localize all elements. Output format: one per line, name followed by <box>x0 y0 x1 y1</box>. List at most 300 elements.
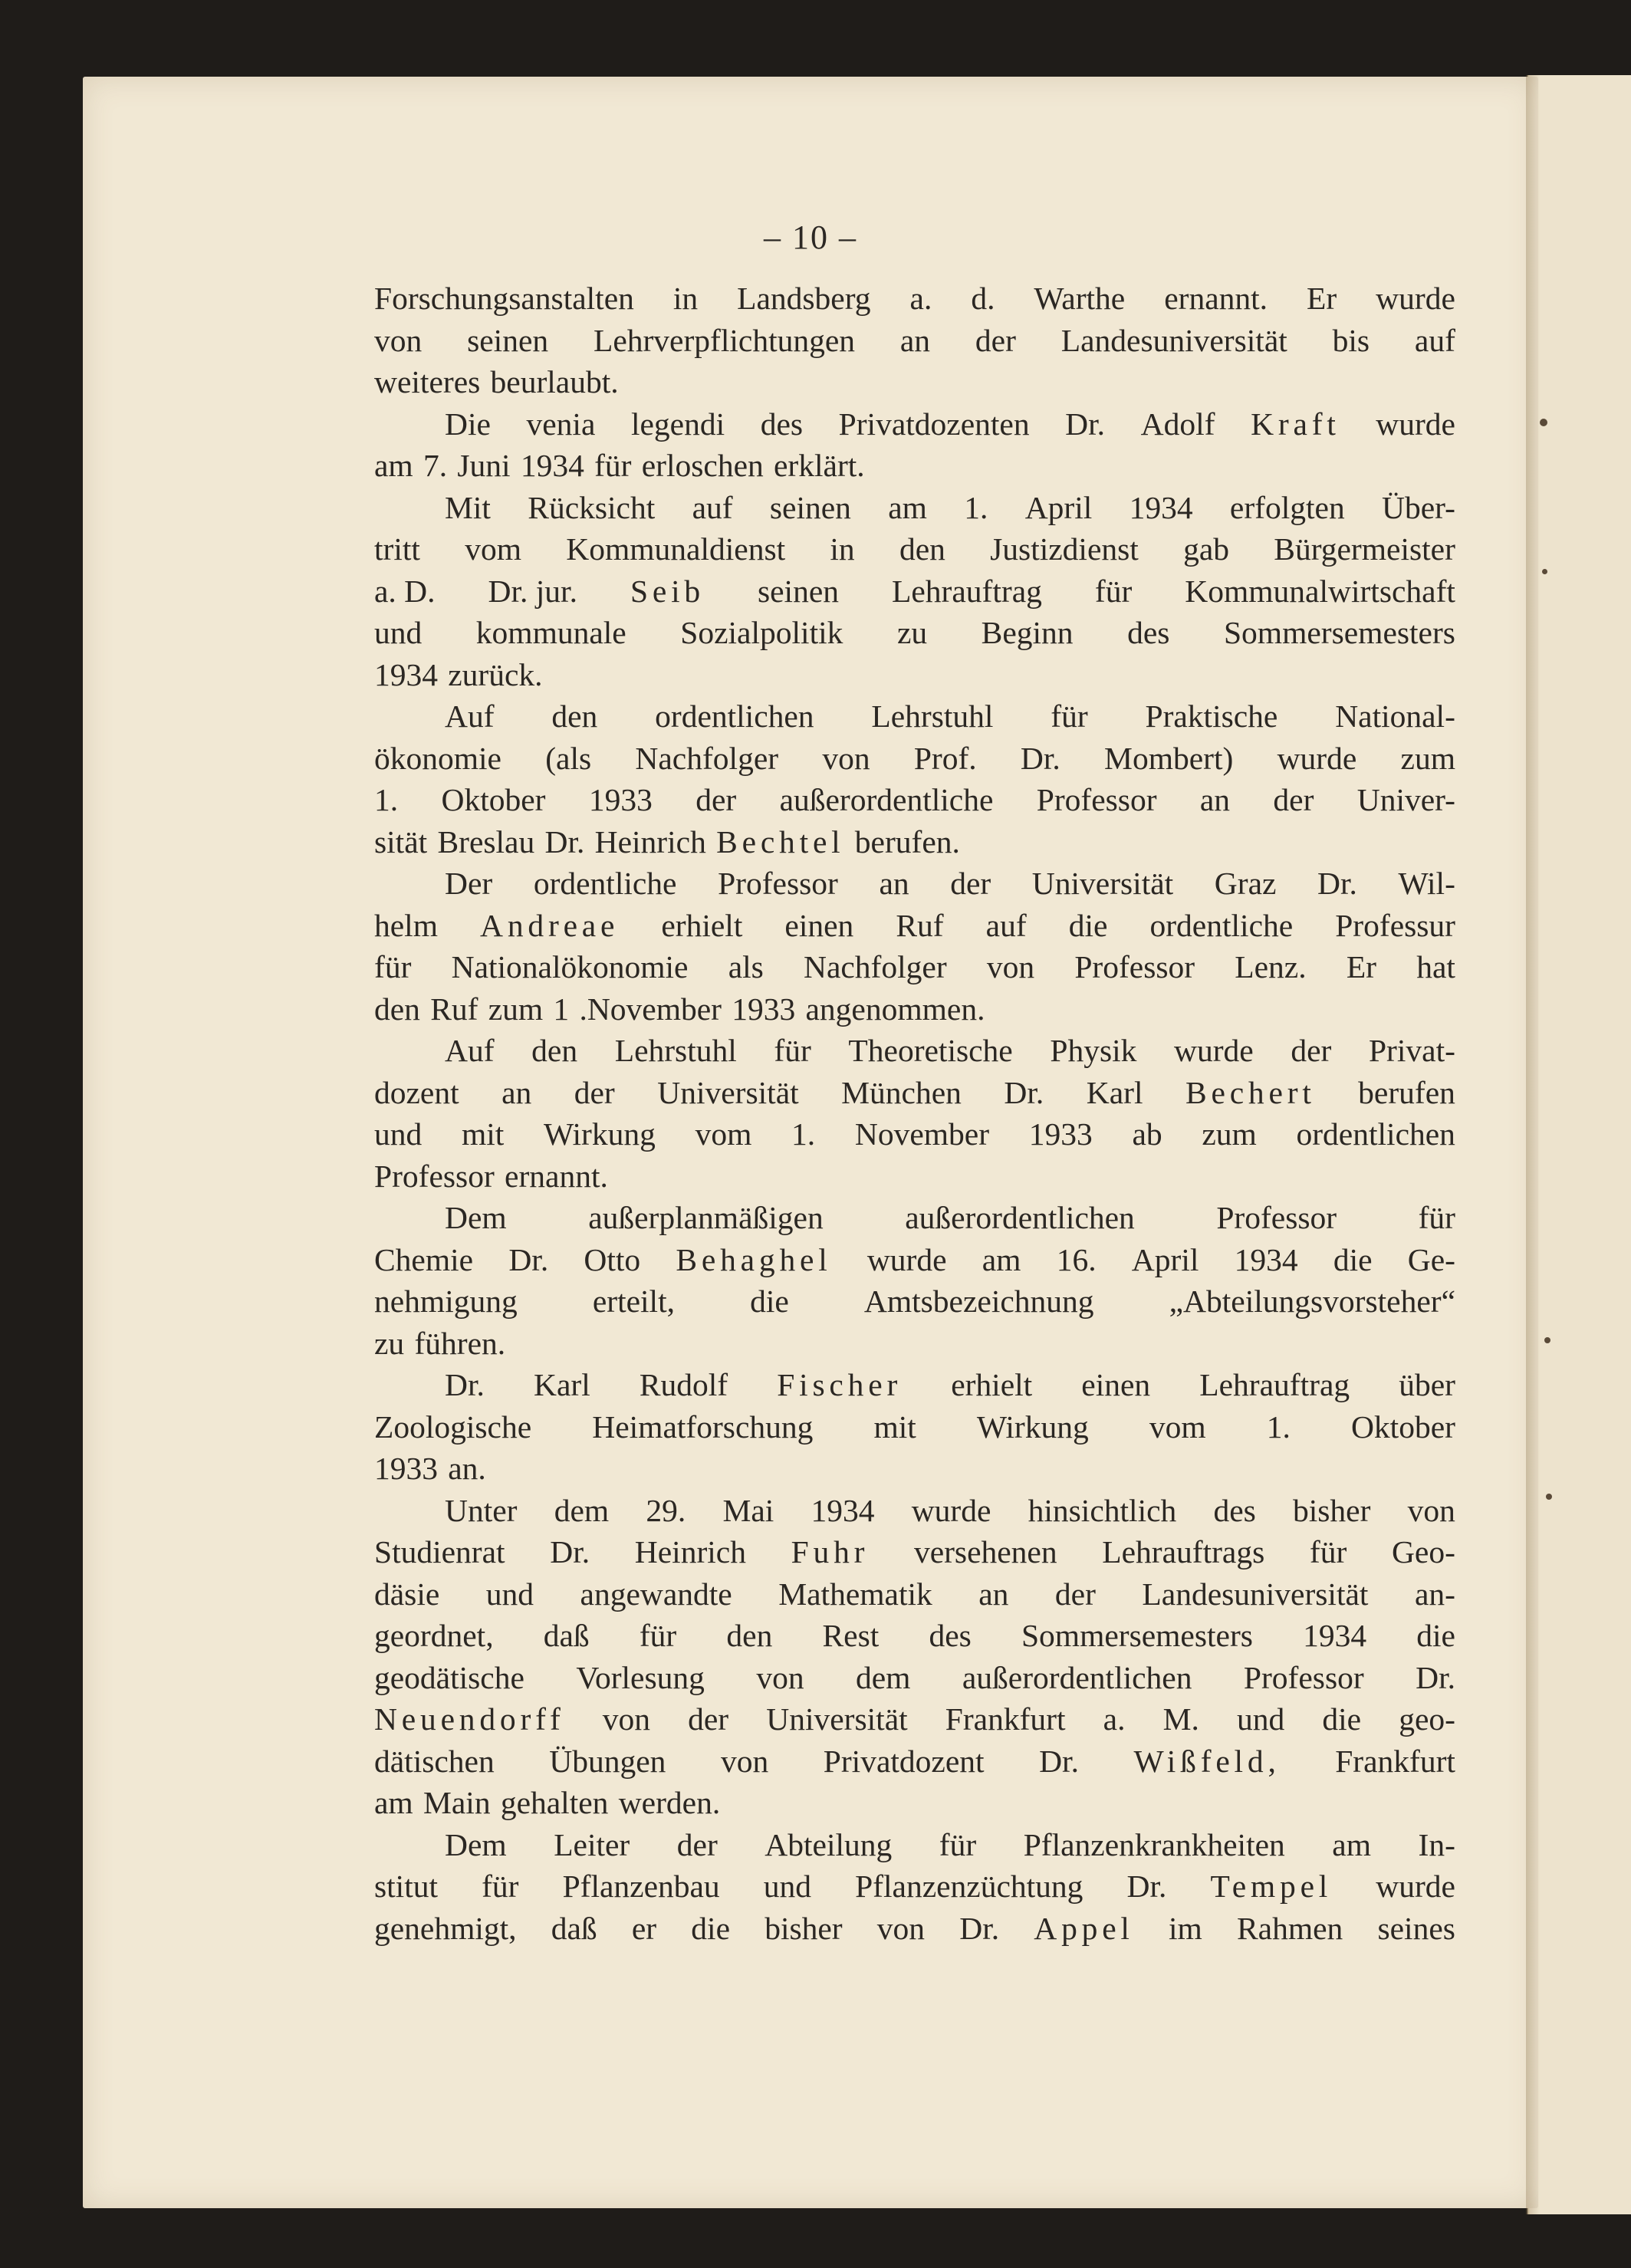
word: für <box>939 1826 977 1862</box>
word: dätischen <box>374 1743 495 1779</box>
word: die <box>1333 1241 1373 1277</box>
word: sität <box>374 823 428 860</box>
word: außerordentliche <box>779 782 994 817</box>
word: stitut <box>374 1869 439 1904</box>
word: Dem <box>445 1826 507 1862</box>
text-line <box>374 1280 1455 1323</box>
word: den <box>726 1618 773 1653</box>
word: mit <box>461 1116 505 1152</box>
word: 1934 <box>1234 1241 1298 1277</box>
word: am <box>374 1785 413 1820</box>
word: Lehrverpflichtungen <box>593 322 856 358</box>
word: in <box>830 531 855 567</box>
word: der <box>676 1826 718 1862</box>
word: In- <box>1418 1826 1455 1862</box>
word: ab <box>1132 1116 1162 1152</box>
word: der <box>950 866 991 901</box>
binding-mark <box>1542 569 1547 574</box>
word: helm <box>374 907 438 943</box>
word: 1934 <box>1129 489 1193 525</box>
text-line <box>374 612 1455 654</box>
text-line <box>374 654 1455 696</box>
word: kommunale <box>475 615 626 650</box>
text-line <box>374 528 1455 570</box>
text-line <box>374 863 1455 905</box>
word: wurde <box>1174 1033 1254 1068</box>
word: Wirkung <box>976 1408 1089 1445</box>
word: beurlaubt. <box>490 364 619 399</box>
word: mit <box>873 1408 916 1445</box>
spaced-name-word: Neuendorff <box>374 1701 565 1737</box>
word: geo- <box>1399 1701 1455 1737</box>
word: Praktische <box>1145 698 1278 734</box>
word: Karl <box>533 1367 590 1402</box>
text-line <box>374 361 1455 403</box>
word: der <box>1291 1033 1332 1068</box>
word: Universität <box>657 1074 799 1110</box>
text-line <box>374 1740 1455 1783</box>
word: versehenen <box>913 1534 1057 1570</box>
word: die <box>1416 1618 1455 1653</box>
binding-mark <box>1540 419 1547 426</box>
word: legendi <box>630 406 725 442</box>
word: Amtsbezeichnung <box>863 1284 1094 1319</box>
word: erhielt <box>951 1367 1033 1402</box>
word: vom <box>465 531 521 567</box>
word: Wirkung <box>544 1116 656 1152</box>
word: Auf <box>445 698 495 734</box>
text-line <box>374 695 1455 738</box>
word: an <box>978 1576 1009 1612</box>
word: Oktober <box>1350 1408 1455 1445</box>
word: 1. <box>964 489 988 525</box>
word: für <box>1309 1534 1347 1570</box>
word: 1934 <box>520 448 584 483</box>
word: Rahmen <box>1236 1910 1343 1946</box>
spaced-name-word: Behaghel <box>676 1241 832 1277</box>
word: einen <box>784 907 854 943</box>
word: von <box>374 322 423 358</box>
word: Professor <box>1243 1659 1364 1695</box>
word: genehmigt, <box>374 1910 517 1946</box>
word: wurde <box>1376 406 1455 442</box>
word: April <box>1024 489 1093 525</box>
word: bisher <box>765 1910 843 1946</box>
word: Lenz. <box>1235 949 1307 984</box>
text-line <box>374 988 1455 1030</box>
word: Professor <box>1216 1200 1337 1235</box>
spaced-name-word: Bechtel <box>716 823 845 860</box>
word: Mathematik <box>778 1576 932 1612</box>
word: angenommen. <box>805 991 985 1027</box>
word: Professor <box>718 866 838 901</box>
word: 29. <box>646 1492 686 1528</box>
word: für <box>1418 1200 1455 1235</box>
word: Main <box>423 1785 491 1820</box>
word: einen <box>1081 1367 1151 1402</box>
word: Rücksicht <box>528 489 656 525</box>
text-line <box>374 779 1455 821</box>
word: auf <box>985 907 1027 943</box>
word: 1 <box>553 991 570 1027</box>
spaced-name-word: Fuhr <box>791 1534 870 1570</box>
text-line <box>374 1657 1455 1699</box>
word: Heinrich <box>634 1534 746 1570</box>
word: Professor <box>1036 782 1157 817</box>
spaced-name-word: Fischer <box>777 1367 903 1402</box>
spaced-name-word: Wißfeld, <box>1133 1743 1281 1779</box>
word: Frankfurt <box>945 1701 1066 1737</box>
word: Sommersemesters <box>1021 1618 1253 1653</box>
text-line <box>374 1155 1455 1198</box>
word: an <box>501 1074 532 1110</box>
spaced-name-word: Bechert <box>1185 1074 1316 1110</box>
word: vom <box>1149 1408 1206 1445</box>
spaced-name-word: Kraft <box>1251 406 1340 442</box>
word: Professur <box>1335 907 1455 943</box>
word: der <box>688 1701 729 1737</box>
word: Privat- <box>1368 1033 1455 1068</box>
word: der <box>574 1074 615 1110</box>
body-text <box>374 278 1455 1949</box>
text-line <box>374 1030 1455 1072</box>
text-line <box>374 1072 1455 1114</box>
word: Rest <box>822 1618 880 1653</box>
word: Landesuniversität <box>1142 1576 1369 1612</box>
word: Kommunaldienst <box>566 531 786 567</box>
word: Pflanzenbau <box>562 1869 720 1904</box>
word: von <box>876 1910 926 1946</box>
word: bisher <box>1293 1492 1371 1528</box>
word: der <box>1273 782 1314 817</box>
text-line <box>374 946 1455 988</box>
word: Universität <box>766 1701 908 1737</box>
word: Juni <box>457 448 511 483</box>
word: den <box>551 698 598 734</box>
word: .November <box>579 991 722 1027</box>
word: Theoretische <box>848 1033 1013 1068</box>
word: Dr. <box>1039 1743 1079 1779</box>
word: Ge- <box>1407 1241 1455 1277</box>
word: Heinrich <box>594 823 706 860</box>
word: Dr. <box>1317 866 1357 901</box>
word: Adolf <box>1140 406 1215 442</box>
word: und <box>1236 1701 1285 1737</box>
word: Mit <box>445 489 491 525</box>
word: Pflanzenkrankheiten <box>1023 1826 1285 1862</box>
word: von <box>822 740 870 776</box>
word: Der <box>445 866 493 901</box>
word: von <box>720 1743 769 1779</box>
word: Justizdienst <box>990 531 1139 567</box>
word: geordnet, <box>374 1618 494 1653</box>
word: angewandte <box>580 1576 732 1612</box>
word: und <box>374 615 423 650</box>
word: wurde <box>1376 1869 1455 1904</box>
word: Dr. <box>508 1241 549 1277</box>
word: außerordentlichen <box>962 1659 1192 1695</box>
text-line <box>374 1824 1455 1866</box>
word: Forschungsanstalten <box>374 281 634 316</box>
word: Chemie <box>374 1241 474 1277</box>
text-line <box>374 905 1455 947</box>
word: Breslau <box>437 823 535 860</box>
text-line <box>374 1908 1455 1950</box>
word: Professor <box>374 1158 495 1194</box>
word: den <box>531 1033 578 1068</box>
word: Dr. <box>1065 406 1106 442</box>
word: Er <box>1346 949 1376 984</box>
word: gab <box>1183 531 1229 567</box>
document-page <box>83 77 1538 2208</box>
word: zurück. <box>448 656 543 692</box>
word: als <box>728 949 764 984</box>
text-line <box>374 1239 1455 1281</box>
word: November <box>854 1116 990 1152</box>
word: Mombert) <box>1104 740 1234 776</box>
word: am <box>374 448 413 483</box>
word: und <box>374 1116 423 1152</box>
word: 1. <box>1266 1408 1291 1445</box>
text-line <box>374 1865 1455 1908</box>
text-line <box>374 1490 1455 1532</box>
word: seinen <box>769 489 851 525</box>
word: bis <box>1332 322 1370 358</box>
word: führen. <box>414 1325 506 1361</box>
word: Privatdozent <box>823 1743 985 1779</box>
word: nehmigung <box>374 1284 518 1319</box>
word: werden. <box>618 1785 721 1820</box>
word: ordentliche <box>533 866 677 901</box>
word: venia <box>526 406 596 442</box>
word: Privatdozenten <box>838 406 1030 442</box>
word: Sozialpolitik <box>680 615 843 650</box>
word: an. <box>448 1451 486 1486</box>
word: für <box>594 448 632 483</box>
page-number: – 10 – <box>764 219 857 256</box>
word: an- <box>1414 1576 1455 1612</box>
word: April <box>1131 1241 1199 1277</box>
word: Dr. <box>959 1910 1000 1946</box>
word: a. <box>1103 1701 1126 1737</box>
word: Landsberg <box>737 281 871 316</box>
word: berufen. <box>854 823 960 860</box>
word: Lehrstuhl <box>614 1033 737 1068</box>
word: dozent <box>374 1074 459 1110</box>
word: weiteres <box>374 364 481 399</box>
word: Heimatforschung <box>592 1408 814 1445</box>
word: a. <box>909 281 932 316</box>
word: Landesuniversität <box>1060 322 1287 358</box>
word: für <box>774 1033 811 1068</box>
word: an <box>879 866 909 901</box>
binding-mark <box>1544 1337 1550 1343</box>
word: Beginn <box>981 615 1074 650</box>
word: den <box>374 991 420 1027</box>
spaced-name-word: Andreae <box>480 907 620 943</box>
word: die <box>750 1284 789 1319</box>
word: berufen <box>1358 1074 1455 1110</box>
word: ökonomie <box>374 740 501 776</box>
word: Dr. <box>550 1534 590 1570</box>
word: zum <box>1202 1116 1257 1152</box>
word: däsie <box>374 1576 440 1612</box>
word: erloschen <box>641 448 764 483</box>
word: des <box>1127 615 1170 650</box>
word: des <box>760 406 804 442</box>
word: Univer- <box>1356 782 1455 817</box>
word: für <box>639 1618 677 1653</box>
word: daß <box>543 1618 590 1653</box>
word: auf <box>692 489 733 525</box>
word: von <box>986 949 1035 984</box>
word: a. D. <box>374 573 436 609</box>
word: ordentlichen <box>1296 1116 1455 1152</box>
word: an <box>899 322 931 358</box>
word: Bürgermeister <box>1274 531 1455 567</box>
text-line <box>374 1406 1455 1448</box>
word: ernannt. <box>1164 281 1268 316</box>
word: hat <box>1416 949 1455 984</box>
word: Unter <box>445 1492 518 1528</box>
word: wurde <box>1376 281 1455 316</box>
word: über <box>1399 1367 1455 1402</box>
word: Dr. <box>445 1367 485 1402</box>
text-line <box>374 403 1455 445</box>
word: Leiter <box>554 1826 630 1862</box>
word: Lehrstuhl <box>871 698 994 734</box>
word: auf <box>1414 322 1455 358</box>
word: wurde <box>1277 740 1357 776</box>
text-line <box>374 1323 1455 1365</box>
word: 1934 <box>1303 1618 1367 1653</box>
word: Dr. <box>544 823 585 860</box>
word: ordentlichen <box>655 698 814 734</box>
text-line <box>374 487 1455 529</box>
word: Dr. <box>1004 1074 1044 1110</box>
word: die <box>1068 907 1108 943</box>
word: gehalten <box>500 1785 609 1820</box>
text-line <box>374 738 1455 780</box>
spaced-name-word: Appel <box>1034 1910 1134 1946</box>
word: für <box>1094 573 1133 609</box>
word: in <box>672 281 699 316</box>
word: und <box>763 1869 812 1904</box>
word: 1933 <box>588 782 653 817</box>
word: von <box>756 1659 804 1695</box>
word: Die <box>445 406 491 442</box>
word: zum <box>1400 740 1455 776</box>
text-line <box>374 320 1455 362</box>
word: erfolgten <box>1229 489 1345 525</box>
word: 1933 <box>1028 1116 1093 1152</box>
word: Lehrauftrag <box>892 573 1042 609</box>
word: Sommersemesters <box>1223 615 1455 650</box>
word: den <box>899 531 945 567</box>
word: Nachfolger <box>804 949 947 984</box>
word: des <box>929 1618 972 1653</box>
word: Auf <box>445 1033 495 1068</box>
word: Pflanzenzüchtung <box>855 1869 1083 1904</box>
word: ernannt. <box>505 1158 608 1194</box>
word: Dr. jur. <box>488 573 577 609</box>
word: für <box>482 1869 519 1904</box>
word: Oktober <box>441 782 546 817</box>
word: außerplanmäßigen <box>588 1200 824 1235</box>
word: tritt <box>374 531 420 567</box>
word: für <box>374 949 412 984</box>
word: Geo- <box>1391 1534 1455 1570</box>
word: Otto <box>584 1241 641 1277</box>
word: Er <box>1307 281 1337 316</box>
text-line <box>374 1448 1455 1490</box>
word: Dr. <box>1020 740 1060 776</box>
text-line <box>374 1197 1455 1239</box>
word: erhielt <box>661 907 743 943</box>
word: Rudolf <box>639 1367 728 1402</box>
word: Studienrat <box>374 1534 505 1570</box>
text-line <box>374 1364 1455 1406</box>
word: Mai <box>722 1492 774 1528</box>
word: Professor <box>1074 949 1195 984</box>
word: Warthe <box>1034 281 1126 316</box>
word: 7. <box>423 448 448 483</box>
word: zu <box>374 1325 405 1361</box>
word: 16. <box>1056 1241 1097 1277</box>
word: Abteilung <box>765 1826 893 1862</box>
word: von <box>602 1701 650 1737</box>
word: Lehrauftrag <box>1199 1367 1350 1402</box>
word: der <box>695 782 737 817</box>
page-spine-shadow <box>1526 75 1540 2214</box>
word: erklärt. <box>774 448 865 483</box>
text-line <box>374 1573 1455 1616</box>
word: am <box>982 1241 1021 1277</box>
word: dem <box>856 1659 911 1695</box>
word: daß <box>551 1910 597 1946</box>
word: seinen <box>757 573 840 609</box>
word: Frankfurt <box>1335 1743 1455 1779</box>
word: er <box>631 1910 657 1946</box>
adjacent-page-edge <box>1527 75 1631 2214</box>
word: Zoologische <box>374 1408 532 1445</box>
word: für <box>1051 698 1088 734</box>
word: die <box>691 1910 730 1946</box>
text-line <box>374 570 1455 613</box>
word: Wil- <box>1398 866 1455 901</box>
text-line <box>374 1782 1455 1824</box>
word: 1. <box>791 1116 816 1152</box>
word: wurde <box>866 1241 947 1277</box>
word: an <box>1199 782 1231 817</box>
word: am <box>888 489 927 525</box>
word: Dem <box>445 1200 507 1235</box>
word: seinen <box>467 322 549 358</box>
word: seines <box>1377 1910 1455 1946</box>
word: 1933 <box>374 1451 438 1486</box>
word: National- <box>1335 698 1455 734</box>
word: wurde <box>911 1492 991 1528</box>
word: ordentliche <box>1149 907 1294 943</box>
text-line <box>374 1113 1455 1155</box>
word: am <box>1332 1826 1371 1862</box>
word: Kommunalwirtschaft <box>1185 573 1455 609</box>
word: geodätische <box>374 1659 524 1695</box>
word: außerordentlichen <box>905 1200 1135 1235</box>
word: erteilt, <box>592 1284 675 1319</box>
word: Graz <box>1214 866 1277 901</box>
word: 1934 <box>374 656 438 692</box>
